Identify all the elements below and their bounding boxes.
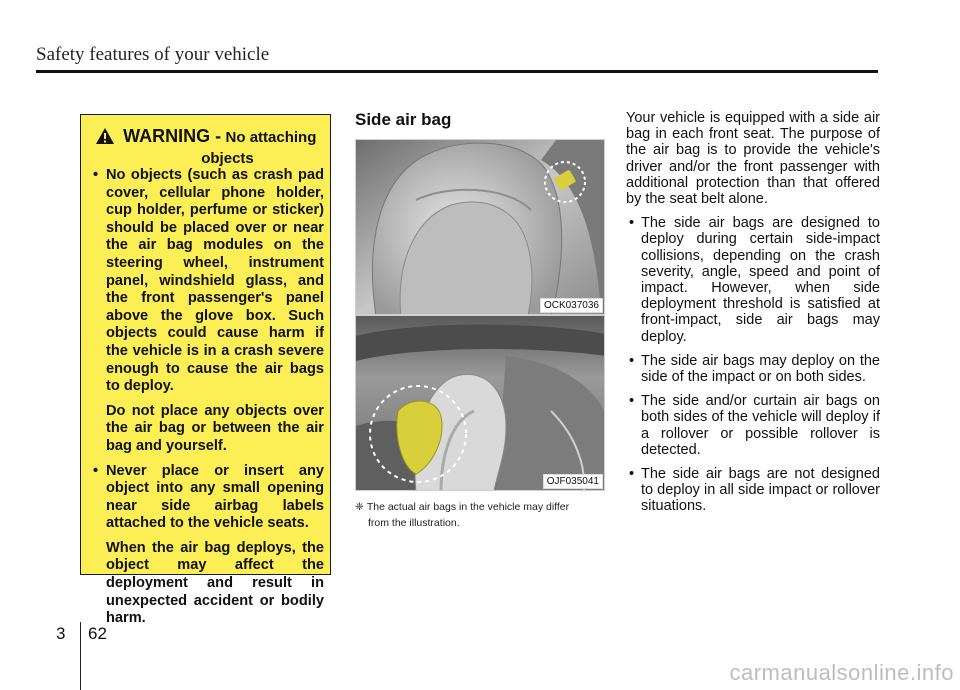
figure-2-code: OJF035041 xyxy=(543,474,603,489)
figure-caption xyxy=(355,499,610,531)
warning-item-1-text: No objects (such as crash pad cover, cellular phone holder, cup holder, perfume or sticker) should be placed over or near the air bag modules on the steering wheel, instrument panel, windshield glass, and the front passenger's panel above the glove box. Such objects could cause harm if the vehicle is in a crash severe enough to cause the air bags to deploy. xyxy=(106,167,324,395)
intro-paragraph: Your vehicle is equipped with a side air bag in each front seat. The purpose of the air bag is to provide the vehicle's driver and/or the front passenger with additional protection than that offered by the seat belt alone. xyxy=(626,110,880,208)
watermark-link[interactable]: carmanualsonline.info xyxy=(729,660,954,685)
figure-seat-airbag xyxy=(355,139,605,315)
bullet-item-1 xyxy=(626,215,880,345)
warning-item-1-extra: Do not place any objects over the air bag or between the air bag and yourself. xyxy=(106,402,324,454)
bullet-icon: • xyxy=(93,462,99,479)
bullet-item-2 xyxy=(626,353,880,385)
figure-1-code: OCK037036 xyxy=(540,298,603,313)
warning-item-2 xyxy=(90,463,324,533)
page-number: 62 xyxy=(88,624,107,643)
page-header-title: Safety features of your vehicle xyxy=(36,44,270,65)
page-section-number: 3 xyxy=(56,624,66,643)
bullet-icon: • xyxy=(629,393,635,410)
bullet-icon: • xyxy=(629,352,635,369)
warning-subtitle-1: No attaching xyxy=(225,129,317,146)
warning-item-2-extra: When the air bag deploys, the object may affect the deployment and result in unexpected accident or bodily harm. xyxy=(106,539,324,627)
bullet-item-4-text: The side air bags are not designed to deploy in all side impact or rollover situations. xyxy=(641,466,880,515)
bullet-icon: • xyxy=(629,215,635,232)
figure-deployed-airbag xyxy=(355,315,605,491)
note-symbol-icon: ❈ xyxy=(355,501,364,513)
bullet-item-1-text: The side air bags are designed to deploy during certain side-impact collisions, depending on the crash severity, angle, speed and point of impact. However, when side deployment threshold is satisfied at front-impact, side air bags may deploy. xyxy=(641,215,880,345)
right-column xyxy=(626,110,880,515)
warning-box xyxy=(80,114,331,627)
caption-text: The actual air bags in the vehicle may differ xyxy=(366,501,570,513)
bullet-icon: • xyxy=(93,167,99,183)
bullet-icon: • xyxy=(629,466,635,483)
header-rule xyxy=(36,70,878,73)
warning-triangle-icon xyxy=(95,127,115,150)
bullet-item-3 xyxy=(626,393,880,458)
warning-item-1 xyxy=(90,167,324,396)
caption-text-2: from the illustration. xyxy=(368,517,460,529)
warning-heading xyxy=(81,127,330,168)
warning-body xyxy=(90,167,324,628)
bullet-item-3-text: The side and/or curtain air bags on both sides of the vehicle will deploy if a rollover or possible rollover is detected. xyxy=(641,393,880,458)
warning-subtitle-2: objects xyxy=(201,150,254,167)
warning-label: WARNING - xyxy=(123,126,222,146)
seat-side-airbag-illustration xyxy=(356,140,605,315)
warning-item-2-text: Never place or insert any object into any small opening near side airbag labels attached to the vehicle seats. xyxy=(106,462,324,532)
section-title: Side air bag xyxy=(355,110,452,129)
footer-rule xyxy=(80,622,81,690)
bullet-item-4 xyxy=(626,466,880,515)
deployed-side-airbag-illustration xyxy=(356,316,605,491)
bullet-item-2-text: The side air bags may deploy on the side of the impact or on both sides. xyxy=(641,352,880,386)
